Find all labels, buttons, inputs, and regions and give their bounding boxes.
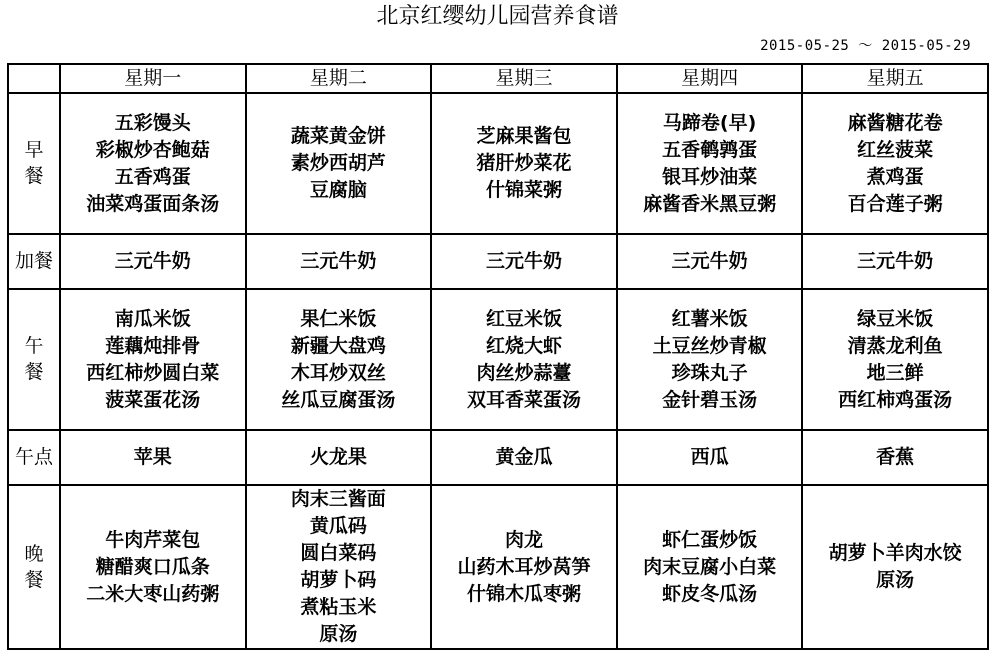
dish-item: 三元牛奶	[485, 250, 562, 272]
dish-item: 圆白菜码	[300, 542, 377, 564]
dish-item: 煮粘玉米	[300, 596, 377, 618]
meal-label-dinner	[8, 485, 60, 649]
page-title: 北京红缨幼儿园营养食谱	[376, 4, 619, 29]
meal-label-lunch	[8, 289, 60, 430]
dinner-row	[8, 485, 988, 649]
dish-item: 西瓜	[690, 446, 729, 468]
dish-item: 西红柿鸡蛋汤	[838, 388, 953, 411]
dish-item: 红薯米饭	[671, 307, 748, 330]
afternoon-snack-row	[8, 430, 988, 485]
dish-item: 双耳香菜蛋汤	[466, 388, 581, 411]
meal-label-char: 餐	[24, 165, 44, 187]
dish-item: 三元牛奶	[300, 250, 377, 272]
dish-item: 原汤	[876, 569, 915, 591]
dish-item: 三元牛奶	[857, 250, 934, 272]
dish-item: 菠菜蛋花汤	[105, 388, 201, 411]
menu-cell	[431, 430, 617, 485]
dish-item: 猪肝炒菜花	[476, 152, 572, 174]
menu-cell	[431, 93, 617, 234]
dish-item: 马蹄卷(早)	[662, 111, 757, 134]
menu-cell	[431, 289, 617, 430]
day-header: 星期三	[431, 64, 617, 93]
dish-item: 珍珠丸子	[671, 361, 748, 384]
dish-item: 豆腐脑	[309, 179, 367, 201]
snack-row	[8, 234, 988, 289]
menu-cell	[617, 430, 803, 485]
menu-cell	[802, 93, 988, 234]
meal-label-char: 餐	[24, 361, 44, 383]
dish-item: 南瓜米饭	[114, 307, 191, 330]
dish-item: 银耳炒油菜	[662, 165, 758, 188]
dish-item: 西红柿炒圆白菜	[86, 361, 220, 384]
dish-item: 莲藕炖排骨	[105, 334, 201, 357]
menu-cell	[802, 289, 988, 430]
dish-item: 地三鲜	[866, 361, 924, 384]
dish-item: 绿豆米饭	[857, 307, 934, 330]
menu-cell	[246, 430, 432, 485]
dish-item: 红烧大虾	[485, 334, 562, 357]
menu-cell	[246, 93, 432, 234]
menu-cell	[60, 430, 246, 485]
menu-table	[7, 63, 989, 650]
menu-cell	[246, 289, 432, 430]
day-header: 星期一	[60, 64, 246, 93]
dish-item: 新疆大盘鸡	[290, 334, 386, 357]
dish-item: 胡萝卜码	[300, 569, 377, 591]
menu-cell	[617, 289, 803, 430]
dish-item: 麻酱香米黑豆粥	[643, 192, 777, 215]
dish-item: 金针碧玉汤	[662, 388, 758, 411]
menu-cell	[60, 93, 246, 234]
dish-item: 肉末豆腐小白菜	[643, 555, 777, 578]
meal-label-char: 早	[24, 139, 44, 161]
menu-cell	[617, 234, 803, 289]
dish-item: 红丝菠菜	[857, 138, 934, 161]
dish-item: 肉丝炒蒜薹	[476, 361, 572, 384]
dish-item: 黄瓜码	[309, 515, 367, 537]
dish-item: 丝瓜豆腐蛋汤	[281, 388, 396, 411]
dish-item: 糖醋爽口瓜条	[95, 555, 210, 578]
meal-label-char: 餐	[24, 568, 44, 591]
menu-cell	[617, 485, 803, 649]
dish-item: 麻酱糖花卷	[847, 111, 943, 134]
dish-item: 煮鸡蛋	[866, 165, 924, 188]
dish-item: 肉龙	[504, 528, 543, 551]
menu-cell	[802, 234, 988, 289]
meal-label-snack: 加餐	[8, 234, 60, 289]
menu-cell	[431, 234, 617, 289]
dish-item: 五香鸡蛋	[114, 165, 191, 188]
dish-item: 芝麻果酱包	[476, 125, 572, 147]
dish-item: 素炒西胡芦	[290, 152, 386, 174]
menu-cell	[617, 93, 803, 234]
corner-cell	[8, 64, 60, 93]
meal-label-breakfast	[8, 93, 60, 234]
dish-item: 黄金瓜	[495, 446, 553, 468]
breakfast-row	[8, 93, 988, 234]
dish-item: 山药木耳炒莴笋	[457, 555, 591, 578]
dish-item: 火龙果	[309, 446, 367, 468]
dish-item: 苹果	[133, 446, 172, 468]
dish-item: 胡萝卜羊肉水饺	[828, 542, 962, 564]
dish-item: 百合莲子粥	[847, 192, 943, 215]
dish-item: 二米大枣山药粥	[86, 582, 220, 605]
day-header: 星期二	[246, 64, 432, 93]
meal-label-afternoon: 午点	[8, 430, 60, 485]
menu-cell	[431, 485, 617, 649]
dish-item: 果仁米饭	[300, 307, 377, 330]
dish-item: 虾仁蛋炒饭	[662, 528, 758, 551]
menu-cell	[802, 430, 988, 485]
dish-item: 五彩馒头	[114, 111, 191, 134]
dish-item: 什锦木瓜枣粥	[466, 582, 581, 605]
dish-item: 什锦菜粥	[485, 179, 562, 201]
dish-item: 彩椒炒杏鲍菇	[95, 138, 210, 161]
menu-cell	[60, 289, 246, 430]
header-row	[8, 64, 988, 93]
menu-cell	[802, 485, 988, 649]
dish-item: 肉末三酱面	[290, 488, 386, 510]
menu-cell	[60, 485, 246, 649]
dish-item: 三元牛奶	[114, 250, 191, 272]
dish-item: 红豆米饭	[485, 307, 562, 330]
menu-cell	[246, 234, 432, 289]
day-header: 星期四	[617, 64, 803, 93]
menu-cell	[60, 234, 246, 289]
dish-item: 三元牛奶	[671, 250, 748, 272]
dish-item: 土豆丝炒青椒	[652, 334, 767, 357]
dish-item: 原汤	[319, 623, 358, 645]
dish-item: 香蕉	[876, 446, 915, 468]
meal-label-char: 晚	[24, 542, 44, 565]
date-range: 2015-05-25 ～ 2015-05-29	[760, 38, 971, 54]
dish-item: 清蒸龙利鱼	[847, 334, 943, 357]
day-header: 星期五	[802, 64, 988, 93]
dish-item: 牛肉芹菜包	[105, 528, 201, 551]
dish-item: 木耳炒双丝	[290, 361, 386, 384]
dish-item: 油菜鸡蛋面条汤	[86, 192, 220, 215]
lunch-row	[8, 289, 988, 430]
meal-label-char: 午	[24, 335, 44, 357]
menu-cell	[246, 485, 432, 649]
dish-item: 虾皮冬瓜汤	[662, 582, 758, 605]
dish-item: 蔬菜黄金饼	[290, 125, 386, 147]
dish-item: 五香鹌鹑蛋	[662, 138, 758, 161]
